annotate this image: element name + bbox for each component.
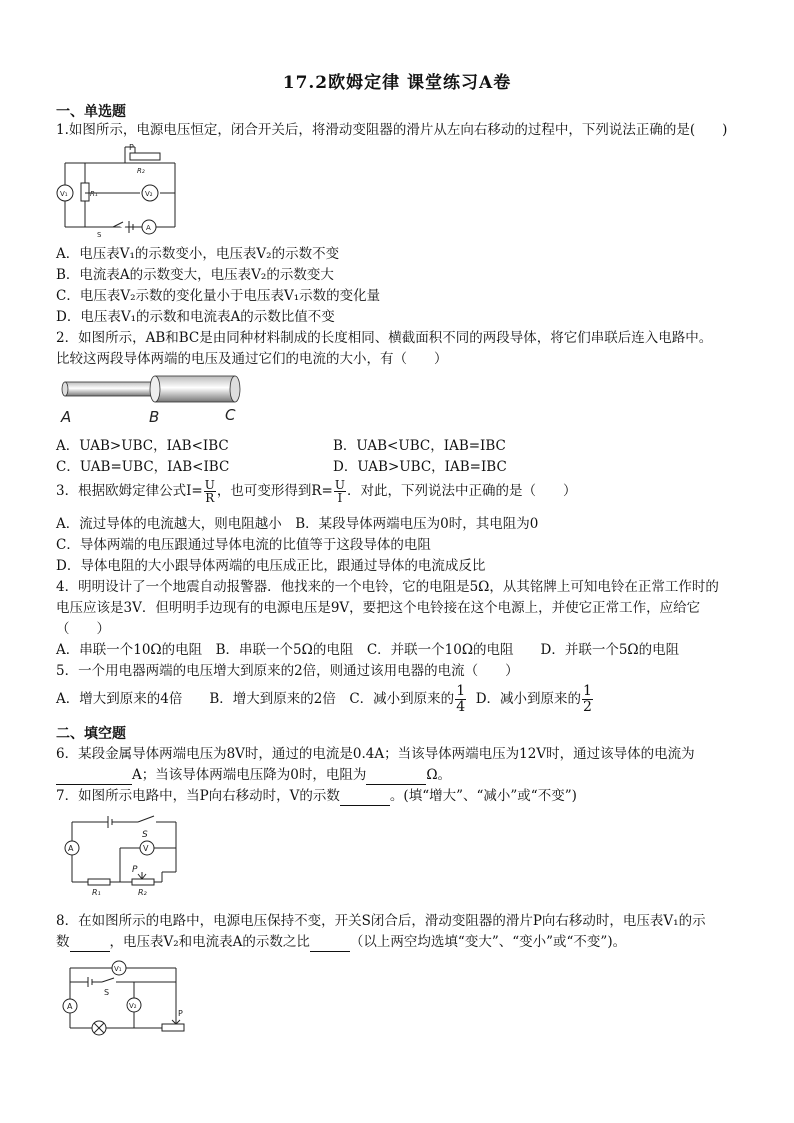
q5-option-c-fraction xyxy=(455,684,466,715)
q5-option-d: D．减小到原来的 xyxy=(475,691,582,707)
q1-fig-p-label: P xyxy=(129,143,134,152)
q8-line2-text-a: 数 xyxy=(56,934,70,950)
q1-circuit-diagram xyxy=(55,141,185,241)
q2-option-c: C．UAB=UBC，IAB<IBC xyxy=(56,459,230,475)
q1-stem: 1.如图所示，电源电压恒定，闭合开关后，将滑动变阻器的滑片从左向右移动的过程中，下列说法正确的是( ) xyxy=(56,122,728,138)
q4-stem-line3: （ ） xyxy=(56,621,110,637)
q3-stem xyxy=(56,478,576,504)
q3-formula-r-denominator: I xyxy=(337,491,343,505)
q7-fig-s-label: S xyxy=(142,830,148,840)
q5-stem: 5．一个用电器两端的电压增大到原来的2倍，则通过该用电器的电流（ ） xyxy=(56,663,519,679)
q2-fig-label-b: B xyxy=(149,408,160,426)
q8-stem-line1: 8．在如图所示的电路中，电源电压保持不变，开关S闭合后，滑动变阻器的滑片P向右移动时，电压表V₁的示 xyxy=(56,913,706,929)
q3-stem-post: ．对此，下列说法中正确的是（ ） xyxy=(346,483,577,499)
q8-fig-s-label: S xyxy=(104,988,110,997)
q7-stem-tail: 。(填“增大”、“减小”或“不变”) xyxy=(389,788,577,804)
q8-fig-v2-label: V₂ xyxy=(129,1002,137,1010)
q5-d-numerator: 1 xyxy=(583,683,592,699)
q3-formula-r xyxy=(334,479,346,504)
q8-fig-v1-label: V₁ xyxy=(114,965,122,973)
q8-fig-p-label: P xyxy=(178,1009,183,1018)
q5-options xyxy=(56,684,594,715)
page-title: 17.2欧姆定律 课堂练习A卷 xyxy=(282,73,512,93)
q1-fig-r2-label: R₂ xyxy=(137,167,145,175)
q2-option-b: B．UAB<UBC，IAB=IBC xyxy=(333,438,506,454)
q7-circuit-diagram xyxy=(58,812,188,898)
q1-option-a: A．电压表V₁的示数变小，电压表V₂的示数不变 xyxy=(56,246,340,262)
q3-stem-pre: 3．根据欧姆定律公式I= xyxy=(56,483,203,499)
q1-fig-s-label: S xyxy=(97,231,102,239)
q5-d-denominator: 2 xyxy=(583,699,592,715)
q5-option-d-fraction xyxy=(582,684,593,715)
q1-fig-r1-label: R₁ xyxy=(90,190,98,198)
q5-c-numerator: 1 xyxy=(456,683,466,699)
q8-line2-text-b: ，电压表V₂和电流表A的示数之比 xyxy=(109,934,310,950)
q7-stem xyxy=(56,787,577,806)
q8-line2-text-c: （以上两空均选填“变大”、“变小”或“不变”)。 xyxy=(349,934,627,950)
q7-fig-a-label: A xyxy=(68,844,74,853)
q6-stem-line1: 6．某段金属导体两端电压为8V时，通过的电流是0.4A；当该导体两端电压为12V时，通过该导体的电流为 xyxy=(56,746,695,762)
q7-fig-r2-label: R₂ xyxy=(138,888,147,897)
q6-answer-blank-resistance[interactable] xyxy=(366,766,426,785)
section-heading-single-choice: 一、单选题 xyxy=(56,104,126,120)
q3-formula-i-numerator: U xyxy=(204,478,215,492)
q2-fig-label-a: A xyxy=(61,408,72,426)
q8-stem-line2 xyxy=(56,933,626,952)
q7-stem-text: 7．如图所示电路中，当P向右移动时，V的示数 xyxy=(56,788,340,804)
q7-answer-blank[interactable] xyxy=(340,787,390,806)
q3-formula-i-denominator: R xyxy=(205,491,215,505)
q6-line2-text-b: Ω。 xyxy=(426,767,452,783)
q8-answer-blank-v1[interactable] xyxy=(70,933,110,952)
q2-option-a: A．UAB>UBC，IAB<IBC xyxy=(56,438,229,454)
q3-stem-mid: ，也可变形得到R= xyxy=(216,483,333,499)
q2-option-d: D．UAB>UBC，IAB=IBC xyxy=(333,459,507,475)
q2-fig-label-c: C xyxy=(225,406,236,424)
q3-option-d: D．导体电阻的大小跟导体两端的电压成正比，跟通过导体的电流成反比 xyxy=(56,558,486,574)
q3-formula-i xyxy=(204,479,216,504)
q1-option-b: B．电流表A的示数变大，电压表V₂的示数变大 xyxy=(56,267,334,283)
q5-options-abc: A．增大到原来的4倍 B．增大到原来的2倍 C．减小到原来的 xyxy=(56,691,455,707)
q1-fig-a-label: A xyxy=(146,224,151,232)
q3-formula-r-numerator: U xyxy=(334,478,345,492)
q2-stem-line2: 比较这两段导体两端的电压及通过它们的电流的大小，有（ ） xyxy=(56,351,448,367)
q3-options-ab: A．流过导体的电流越大，则电阻越小 B．某段导体两端电压为0时，其电阻为0 xyxy=(56,516,539,532)
q4-stem-line1: 4．明明设计了一个地震自动报警器．他找来的一个电铃，它的电阻是5Ω，从其铭牌上可知电铃在正常工作时的 xyxy=(56,579,719,595)
q1-fig-v1-label: V₁ xyxy=(60,190,68,198)
q4-stem-line2: 电压应该是3V．但明明手边现有的电源电压是9V，要把这个电铃接在这个电源上，并使它正常工作，应给它 xyxy=(56,600,701,616)
section-heading-fill-blank: 二、填空题 xyxy=(56,726,126,742)
q1-option-d: D．电压表V₁的示数和电流表A的示数比值不变 xyxy=(56,309,335,325)
q7-fig-v-label: V xyxy=(143,844,149,853)
q3-option-c: C．导体两端的电压跟通过导体电流的比值等于这段导体的电阻 xyxy=(56,537,431,553)
q6-line2-text-a: A；当该导体两端电压降为0时，电阻为 xyxy=(132,767,367,783)
q4-options: A．串联一个10Ω的电阻 B．串联一个5Ω的电阻 C．并联一个10Ω的电阻 D．并联一个5Ω的电阻 xyxy=(56,642,680,658)
q8-circuit-diagram xyxy=(58,958,188,1038)
q2-conductor-diagram xyxy=(55,372,255,428)
q5-c-denominator: 4 xyxy=(456,699,466,715)
q7-fig-r1-label: R₁ xyxy=(92,888,101,897)
q2-stem-line1: 2．如图所示，AB和BC是由同种材料制成的长度相同、横截面积不同的两段导体，将它们串联后连入电路中。 xyxy=(56,330,713,346)
q8-answer-blank-ratio[interactable] xyxy=(310,933,350,952)
q1-fig-v2-label: V₂ xyxy=(145,190,153,198)
q8-fig-a-label: A xyxy=(67,1002,73,1011)
q6-stem-line2 xyxy=(56,766,451,785)
q7-fig-p-label: P xyxy=(132,865,138,875)
q1-option-c: C．电压表V₂示数的变化量小于电压表V₁示数的变化量 xyxy=(56,288,381,304)
q6-answer-blank-current[interactable] xyxy=(56,766,132,785)
